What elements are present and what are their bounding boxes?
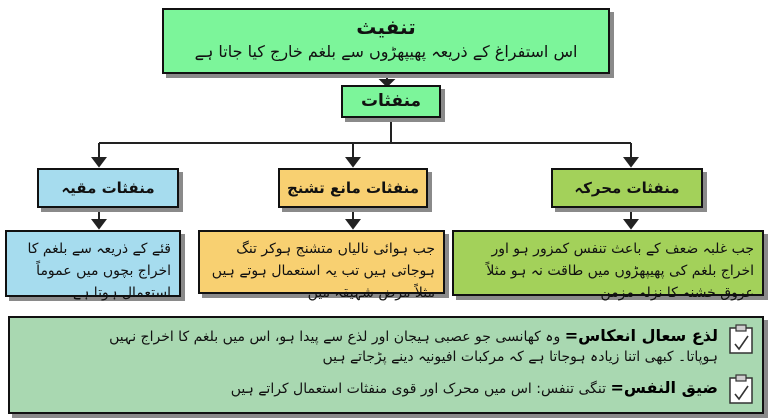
note-reflex-cough-term: لذع سعال انعکاس=	[564, 326, 718, 345]
definition-box	[162, 8, 610, 74]
category-root-box: منفثات	[341, 85, 441, 118]
description-stimulant: جب غلبہ ضعف کے باعث تنفس کمزور ہو اور اخراج بلغم کی پھیپھڑوں میں طاقت نہ ہو مثلاً عروق خشنہ کا نزلہ مزمن	[452, 230, 764, 296]
definition-text: اس استفراغ کے ذریعہ پھیپھڑوں سے بلغم خارج کیا جاتا ہے	[194, 42, 578, 61]
category-antispasmodic-expectorants: منفثات مانع تشنج	[278, 168, 428, 208]
note-reflex-cough	[78, 326, 718, 367]
note-reflex-cough-text: وہ کھانسی جو عصبی ہیجان اور لذع سے پیدا ہو، اس میں بلغم کا اخراج نہیں ہوپاتا۔ کبھی اتنا زیادہ ہوجاتا ہے کہ مرکبات افیونیہ دینے پڑجاتے ہیں	[109, 329, 718, 365]
note-dyspnea-text: تنگی تنفس: اس میں محرک اور قوی منفثات استعمال کراتے ہیں	[230, 381, 606, 397]
note-dyspnea-term: ضیق النفس=	[610, 378, 718, 397]
clipboard-icon	[728, 324, 754, 354]
description-antispasmodic: جب ہوائی نالیاں متشنج ہوکر تنگ ہوجاتی ہیں تب یہ استعمال ہوتے ہیں مثلاً مرض شہیقہ میں	[198, 230, 445, 294]
definition-title: تنفیث	[356, 15, 416, 39]
category-emetic-expectorants: منفثات مقیہ	[37, 168, 179, 208]
category-stimulant-expectorants: منفثات محرکہ	[551, 168, 703, 208]
notes-box	[8, 316, 764, 414]
clipboard-icon	[728, 374, 754, 404]
note-dyspnea	[78, 378, 718, 399]
description-emetic: قئے کے ذریعہ سے بلغم کا اخراج بچوں میں عموماً استعمال ہوتا ہے	[5, 230, 181, 297]
